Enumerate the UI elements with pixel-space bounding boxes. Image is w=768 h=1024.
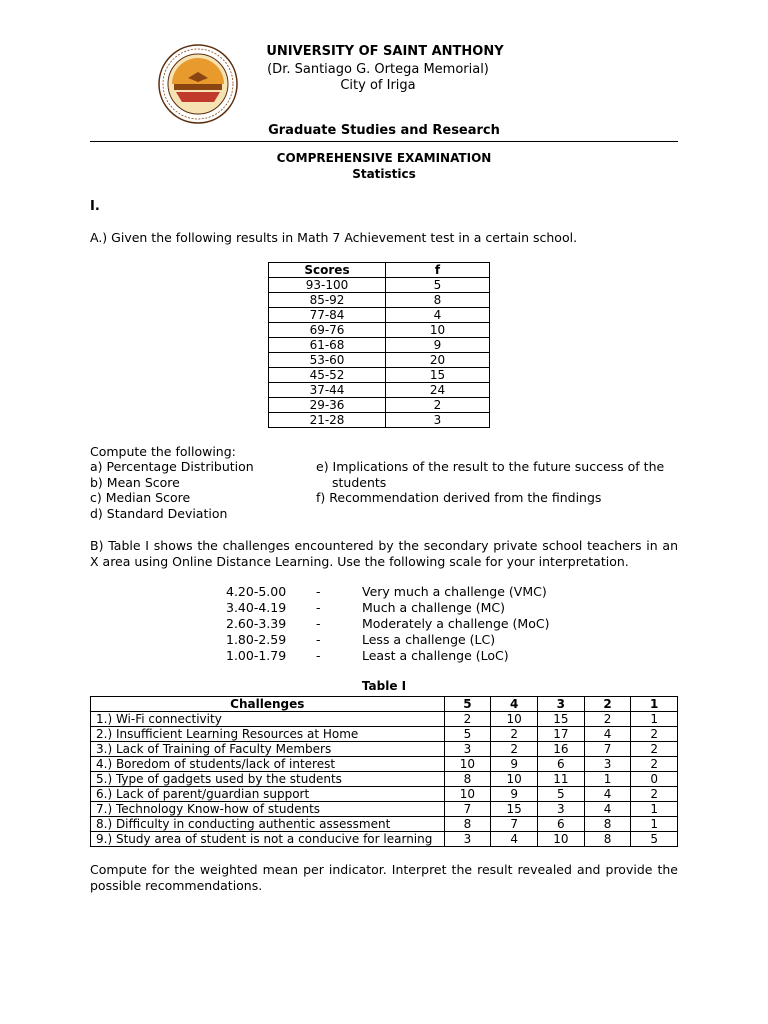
frequency-cell: 2: [386, 398, 490, 413]
frequency-table: [268, 262, 490, 428]
interpretation-scale: [226, 584, 586, 664]
table-header-row: [91, 697, 678, 712]
response-count-cell: 10: [491, 772, 538, 787]
score-range-cell: 69-76: [269, 323, 386, 338]
challenge-label-cell: 3.) Lack of Training of Faculty Members: [91, 742, 445, 757]
list-item-continuation: students: [332, 474, 387, 490]
response-count-cell: 1: [631, 712, 678, 727]
scale-range: 2.60-3.39: [226, 616, 287, 631]
table-row: [269, 323, 490, 338]
table-row: [91, 742, 678, 757]
frequency-cell: 5: [386, 278, 490, 293]
response-count-cell: 4: [491, 832, 538, 847]
scale-row: [226, 616, 586, 632]
response-count-cell: 0: [631, 772, 678, 787]
table-row: [269, 308, 490, 323]
table-row: [269, 413, 490, 428]
challenges-table: [90, 696, 678, 847]
part-b-instruction: Compute for the weighted mean per indicator. Interpret the result revealed and provide the possible recommendations.: [90, 862, 678, 893]
table-row: [269, 398, 490, 413]
scale-dash: -: [316, 632, 321, 647]
frequency-cell: 9: [386, 338, 490, 353]
response-count-cell: 3: [444, 832, 491, 847]
scale-dash: -: [316, 600, 321, 615]
part-b-prompt: B) Table I shows the challenges encountered by the secondary private school teachers in an X area using Online Distance Learning. Use the following scale for your interpretation.: [90, 538, 678, 569]
table-row: [91, 712, 678, 727]
response-count-cell: 8: [584, 832, 631, 847]
list-item: e) Implications of the result to the future success of the: [316, 459, 665, 474]
response-count-cell: 17: [537, 727, 584, 742]
university-seal-logo: [158, 44, 238, 124]
score-range-cell: 45-52: [269, 368, 386, 383]
compute-items-left: [90, 459, 254, 521]
scale-description: Moderately a challenge (MoC): [362, 616, 550, 631]
response-count-cell: 7: [444, 802, 491, 817]
table-row: [91, 772, 678, 787]
compute-items-right: [316, 459, 664, 506]
response-count-cell: 2: [444, 712, 491, 727]
challenge-label-cell: 7.) Technology Know-how of students: [91, 802, 445, 817]
response-count-cell: 1: [584, 772, 631, 787]
university-name: UNIVERSITY OF SAINT ANTHONY: [266, 44, 504, 59]
frequency-cell: 10: [386, 323, 490, 338]
response-count-cell: 3: [584, 757, 631, 772]
frequency-cell: 24: [386, 383, 490, 398]
table-row: [269, 353, 490, 368]
response-count-cell: 2: [631, 727, 678, 742]
scale-description: Very much a challenge (VMC): [362, 584, 547, 599]
column-header-4: 4: [491, 697, 538, 712]
table-row: [269, 278, 490, 293]
score-range-cell: 61-68: [269, 338, 386, 353]
score-range-cell: 21-28: [269, 413, 386, 428]
response-count-cell: 10: [444, 787, 491, 802]
column-header-scores: Scores: [269, 263, 386, 278]
table-row: [91, 817, 678, 832]
list-item: f) Recommendation derived from the findings: [316, 490, 602, 505]
response-count-cell: 9: [491, 787, 538, 802]
response-count-cell: 10: [491, 712, 538, 727]
response-count-cell: 4: [584, 802, 631, 817]
response-count-cell: 8: [444, 772, 491, 787]
response-count-cell: 3: [444, 742, 491, 757]
response-count-cell: 2: [491, 727, 538, 742]
scale-dash: -: [316, 648, 321, 663]
response-count-cell: 6: [537, 817, 584, 832]
score-range-cell: 77-84: [269, 308, 386, 323]
column-header-5: 5: [444, 697, 491, 712]
response-count-cell: 5: [537, 787, 584, 802]
column-header-challenges: Challenges: [91, 697, 445, 712]
response-count-cell: 2: [491, 742, 538, 757]
response-count-cell: 5: [444, 727, 491, 742]
response-count-cell: 7: [491, 817, 538, 832]
table-row: [269, 338, 490, 353]
score-range-cell: 93-100: [269, 278, 386, 293]
response-count-cell: 2: [631, 742, 678, 757]
response-count-cell: 3: [537, 802, 584, 817]
scale-range: 1.00-1.79: [226, 648, 287, 663]
list-item: d) Standard Deviation: [90, 505, 228, 521]
list-item: a) Percentage Distribution: [90, 459, 254, 474]
score-range-cell: 53-60: [269, 353, 386, 368]
university-city: City of Iriga: [340, 78, 416, 93]
frequency-cell: 3: [386, 413, 490, 428]
frequency-cell: 20: [386, 353, 490, 368]
scale-row: [226, 632, 586, 648]
department-title: Graduate Studies and Research: [268, 123, 500, 138]
list-item: c) Median Score: [90, 490, 191, 505]
challenge-label-cell: 1.) Wi-Fi connectivity: [91, 712, 445, 727]
table-row: [91, 787, 678, 802]
challenge-label-cell: 5.) Type of gadgets used by the students: [91, 772, 445, 787]
table-row: [91, 727, 678, 742]
response-count-cell: 8: [584, 817, 631, 832]
scale-range: 4.20-5.00: [226, 584, 287, 599]
scale-description: Much a challenge (MC): [362, 600, 505, 615]
frequency-table-body: [269, 278, 490, 428]
list-item: b) Mean Score: [90, 474, 180, 490]
column-header-1: 1: [631, 697, 678, 712]
header-divider: [90, 141, 678, 142]
column-header-frequency: f: [386, 263, 490, 278]
response-count-cell: 16: [537, 742, 584, 757]
scale-description: Least a challenge (LoC): [362, 648, 509, 663]
column-header-3: 3: [537, 697, 584, 712]
table-row: [91, 757, 678, 772]
response-count-cell: 2: [631, 757, 678, 772]
response-count-cell: 10: [444, 757, 491, 772]
compute-label: Compute the following:: [90, 444, 236, 459]
challenge-label-cell: 2.) Insufficient Learning Resources at Home: [91, 727, 445, 742]
challenge-label-cell: 8.) Difficulty in conducting authentic assessment: [91, 817, 445, 832]
scale-row: [226, 648, 586, 664]
scale-dash: -: [316, 616, 321, 631]
frequency-cell: 8: [386, 293, 490, 308]
university-memorial: (Dr. Santiago G. Ortega Memorial): [267, 62, 489, 77]
response-count-cell: 15: [537, 712, 584, 727]
exam-subject: Statistics: [352, 167, 416, 181]
section-number: I.: [90, 199, 100, 214]
scale-row: [226, 600, 586, 616]
response-count-cell: 4: [584, 787, 631, 802]
table-row: [91, 802, 678, 817]
score-range-cell: 85-92: [269, 293, 386, 308]
response-count-cell: 1: [631, 817, 678, 832]
table-caption: Table I: [361, 679, 407, 693]
score-range-cell: 29-36: [269, 398, 386, 413]
response-count-cell: 11: [537, 772, 584, 787]
frequency-cell: 4: [386, 308, 490, 323]
response-count-cell: 10: [537, 832, 584, 847]
challenge-label-cell: 4.) Boredom of students/lack of interest: [91, 757, 445, 772]
part-a-prompt: A.) Given the following results in Math 7 Achievement test in a certain school.: [90, 230, 578, 245]
response-count-cell: 6: [537, 757, 584, 772]
scale-row: [226, 584, 586, 600]
response-count-cell: 2: [631, 787, 678, 802]
response-count-cell: 15: [491, 802, 538, 817]
response-count-cell: 1: [631, 802, 678, 817]
response-count-cell: 2: [584, 712, 631, 727]
response-count-cell: 5: [631, 832, 678, 847]
scale-description: Less a challenge (LC): [362, 632, 496, 647]
table-row: [269, 383, 490, 398]
column-header-2: 2: [584, 697, 631, 712]
response-count-cell: 8: [444, 817, 491, 832]
table-row: [91, 832, 678, 847]
challenge-label-cell: 6.) Lack of parent/guardian support: [91, 787, 445, 802]
table-header-row: [269, 263, 490, 278]
table-row: [269, 293, 490, 308]
response-count-cell: 7: [584, 742, 631, 757]
scale-range: 1.80-2.59: [226, 632, 287, 647]
scale-dash: -: [316, 584, 321, 599]
challenges-table-body: [91, 712, 678, 847]
scale-range: 3.40-4.19: [226, 600, 287, 615]
response-count-cell: 9: [491, 757, 538, 772]
response-count-cell: 4: [584, 727, 631, 742]
frequency-cell: 15: [386, 368, 490, 383]
challenge-label-cell: 9.) Study area of student is not a conducive for learning: [91, 832, 445, 847]
table-row: [269, 368, 490, 383]
exam-title: COMPREHENSIVE EXAMINATION: [276, 151, 492, 165]
score-range-cell: 37-44: [269, 383, 386, 398]
